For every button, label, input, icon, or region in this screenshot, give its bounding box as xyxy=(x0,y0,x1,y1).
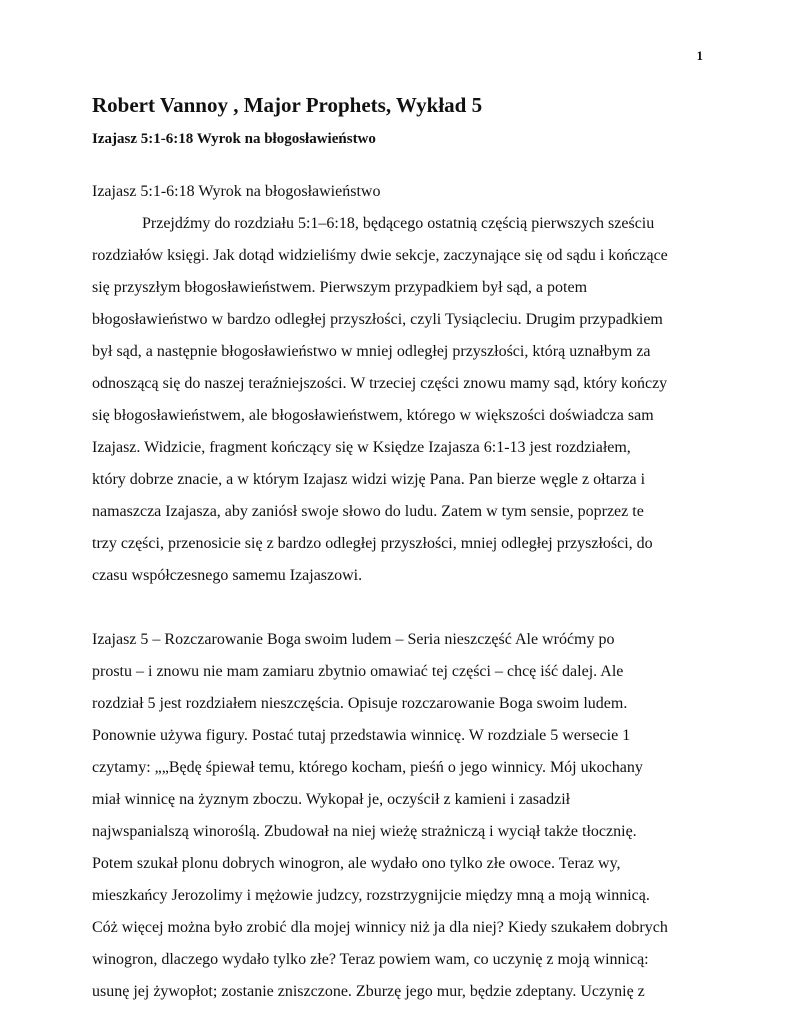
paragraph-line: Potem szukał plonu dobrych winogron, ale wydało ono tylko złe owoce. Teraz wy, xyxy=(92,855,621,872)
paragraph-line: prostu – i znowu nie mam zamiaru zbytnio omawiać tej części – chcę iść dalej. Ale xyxy=(92,663,624,680)
paragraph-line: mieszkańcy Jerozolimy i mężowie judzcy, rozstrzygnijcie między mną a moją winnicą. xyxy=(92,887,650,904)
paragraph-line: czasu współczesnego samemu Izajaszowi. xyxy=(92,567,363,584)
paragraph-line: rozdział 5 jest rozdziałem nieszczęścia. Opisuje rozczarowanie Boga swoim ludem. xyxy=(92,695,628,712)
paragraph-line: który dobrze znacie, a w którym Izajasz widzi wizję Pana. Pan bierze węgle z ołtarza i xyxy=(92,471,646,488)
paragraph-line: odnoszącą się do naszej teraźniejszości. W trzeciej części znowu mamy sąd, który kończy xyxy=(92,375,668,392)
paragraph-line: błogosławieństwo w bardzo odległej przyszłości, czyli Tysiącleciu. Drugim przypadkiem xyxy=(92,311,663,328)
section-heading: Izajasz 5:1-6:18 Wyrok na błogosławieństwo xyxy=(92,183,381,200)
paragraph-line: Ponownie używa figury. Postać tutaj przedstawia winnicę. W rozdziale 5 wersecie 1 xyxy=(92,727,631,744)
document-title: Robert Vannoy , Major Prophets, Wykład 5 xyxy=(92,93,483,117)
paragraph-line: Izajasz. Widzicie, fragment kończący się w Księdze Izajasza 6:1-13 jest rozdziałem, xyxy=(92,439,631,456)
paragraph-line: się błogosławieństwem, ale błogosławieństwem, którego w większości doświadcza sam xyxy=(92,407,654,424)
paragraph-line: się przyszłym błogosławieństwem. Pierwszym przypadkiem był sąd, a potem xyxy=(92,279,588,296)
paragraph-line: był sąd, a następnie błogosławieństwo w mniej odległej przyszłości, którą uznałbym za xyxy=(92,343,651,360)
page-number: 1 xyxy=(696,48,703,63)
paragraph-line: winogron, dlaczego wydało tylko złe? Teraz powiem wam, co uczynię z moją winnicą: xyxy=(92,951,649,968)
document-subtitle: Izajasz 5:1-6:18 Wyrok na błogosławieństwo xyxy=(92,131,376,147)
paragraph-line: Izajasz 5 – Rozczarowanie Boga swoim ludem – Seria nieszczęść Ale wróćmy po xyxy=(92,631,615,648)
paragraph-line: najwspanialszą winoroślą. Zbudował na niej wieżę strażniczą i wyciął także tłocznię. xyxy=(92,823,637,840)
paragraph-line: czytamy: „„Będę śpiewał temu, którego kocham, pieśń o jego winnicy. Mój ukochany xyxy=(92,759,643,776)
paragraph-line: miał winnicę na żyznym zboczu. Wykopał je, oczyścił z kamieni i zasadził xyxy=(92,791,571,808)
paragraph-line: Przejdźmy do rozdziału 5:1–6:18, będącego ostatnią częścią pierwszych sześciu xyxy=(142,215,655,232)
paragraph-line: Cóż więcej można było zrobić dla mojej winnicy niż ja dla niej? Kiedy szukałem dobrych xyxy=(92,919,668,936)
paragraph-line: trzy części, przenosicie się z bardzo odległej przyszłości, mniej odległej przyszłości, do xyxy=(92,535,653,552)
paragraph-line: rozdziałów księgi. Jak dotąd widzieliśmy dwie sekcje, zaczynające się od sądu i kończące xyxy=(92,247,668,264)
paragraph-line: usunę jej żywopłot; zostanie zniszczone. Zburzę jego mur, będzie zdeptany. Uczynię z xyxy=(92,983,645,1000)
paragraph-line: namaszcza Izajasza, aby zaniósł swoje słowo do ludu. Zatem w tym sensie, poprzez te xyxy=(92,503,644,520)
